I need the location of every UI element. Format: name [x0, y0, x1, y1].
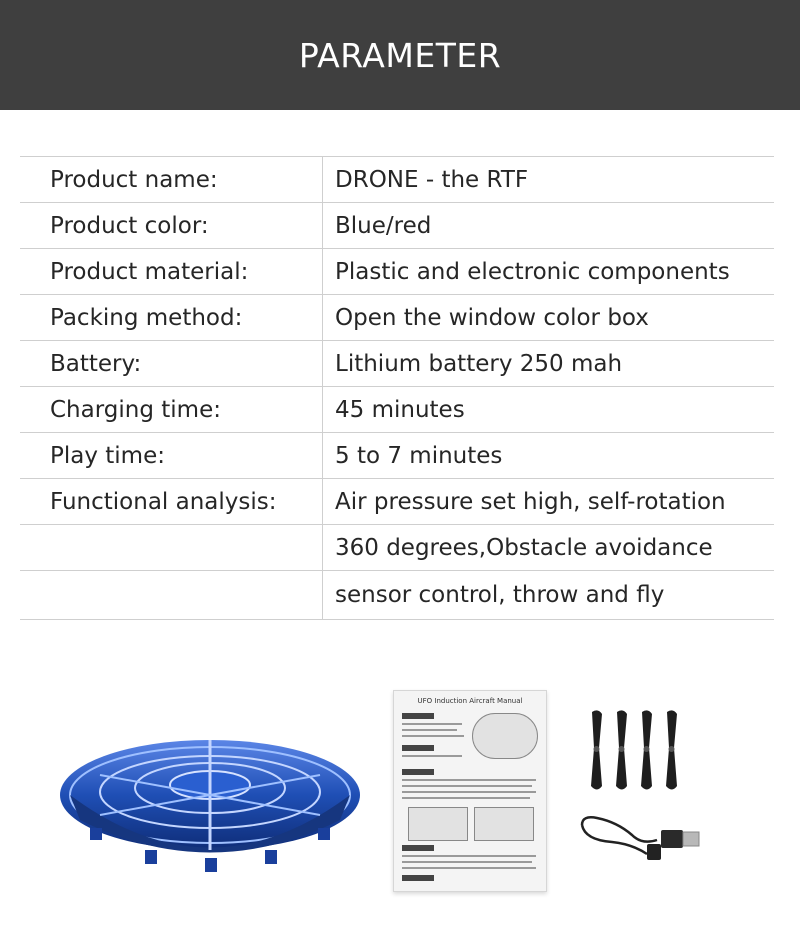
table-row [20, 341, 774, 387]
spec-value: Blue/red [323, 203, 775, 249]
spec-label: Charging time: [20, 387, 323, 433]
spec-value: Lithium battery 250 mah [323, 341, 775, 387]
manual-title: UFO Induction Aircraft Manual [417, 697, 523, 705]
table-row [20, 525, 774, 571]
spec-value: sensor control, throw and fly [323, 571, 775, 620]
spec-value: 360 degrees,Obstacle avoidance [323, 525, 775, 571]
page-title: PARAMETER [298, 35, 502, 75]
spec-value: 45 minutes [323, 387, 775, 433]
spec-table [20, 156, 774, 620]
manual-booklet-image [393, 690, 547, 892]
table-row [20, 295, 774, 341]
spec-label: Product material: [20, 249, 323, 295]
spec-value: Plastic and electronic components [323, 249, 775, 295]
spec-label: Packing method: [20, 295, 323, 341]
spec-label: Functional analysis: [20, 479, 323, 525]
spec-label [20, 571, 323, 620]
spec-label: Battery: [20, 341, 323, 387]
table-row [20, 249, 774, 295]
ufo-drone-image [60, 700, 360, 900]
table-row [20, 157, 774, 203]
spec-value: Air pressure set high, self-rotation [323, 479, 775, 525]
table-row [20, 479, 774, 525]
usb-cable-icon [577, 810, 702, 870]
spec-label: Play time: [20, 433, 323, 479]
spec-label [20, 525, 323, 571]
spec-label: Product name: [20, 157, 323, 203]
spec-value: DRONE - the RTF [323, 157, 775, 203]
table-row [20, 571, 774, 620]
table-row [20, 387, 774, 433]
spec-value: 5 to 7 minutes [323, 433, 775, 479]
table-row [20, 433, 774, 479]
propeller-icon [584, 708, 684, 793]
table-row [20, 203, 774, 249]
spec-value: Open the window color box [323, 295, 775, 341]
package-contents [0, 660, 800, 937]
page-header [0, 0, 800, 110]
spec-label: Product color: [20, 203, 323, 249]
